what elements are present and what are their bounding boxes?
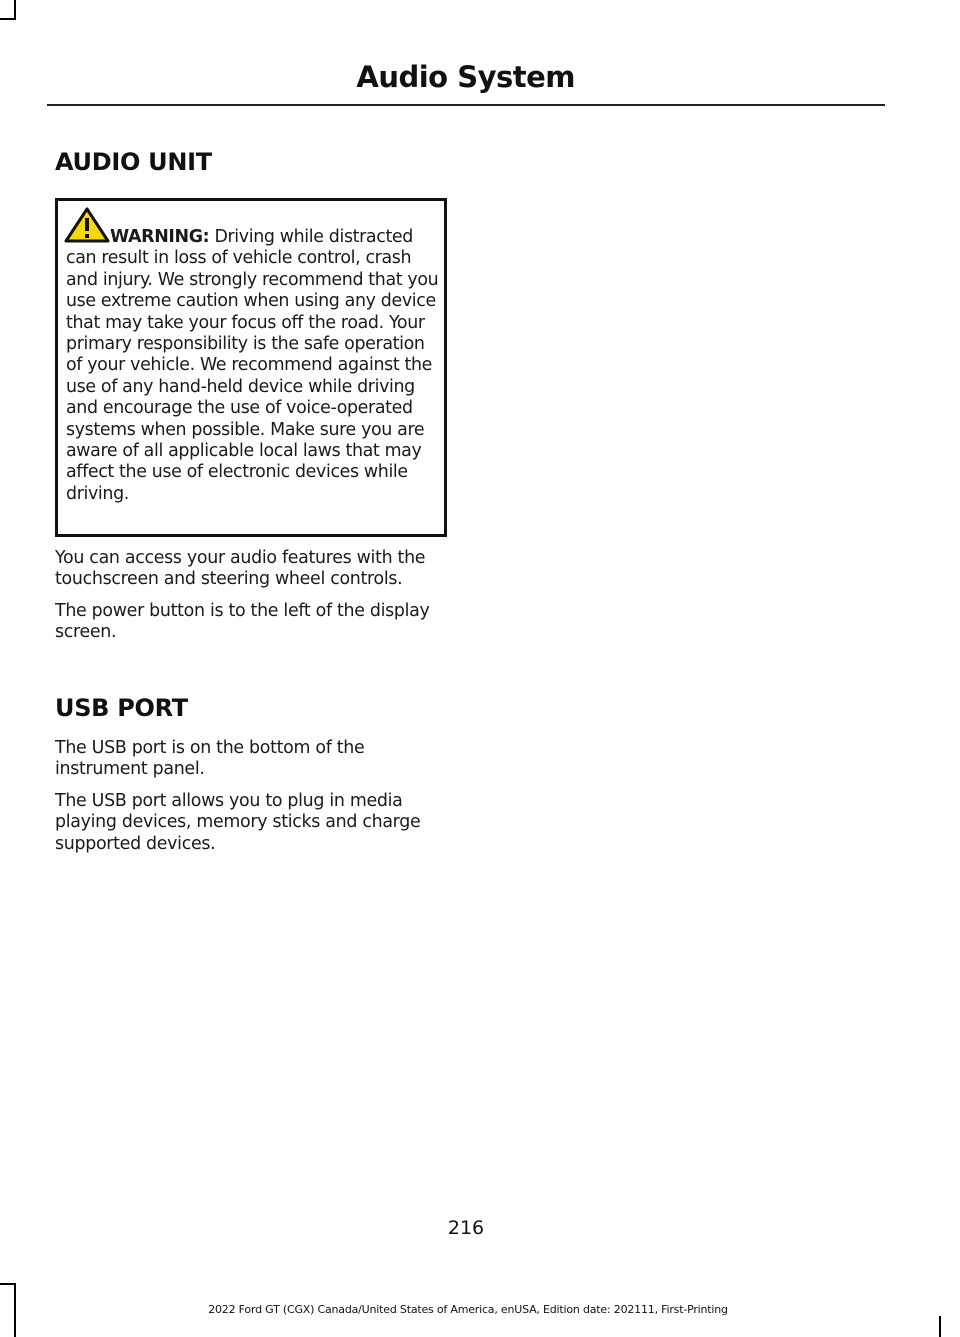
header-rule [47,104,885,106]
page-header-title: Audio System [356,60,575,94]
section-usb-port [55,694,447,855]
section-audio-unit-body [55,548,447,644]
paragraph-usb-location: The USB port is on the bottom of the instrument panel. [55,738,365,780]
paragraph-power-button: The power button is to the left of the display screen. [55,600,430,643]
crop-mark-top-left-h [0,18,16,20]
page-number: 216 [447,1217,485,1239]
crop-mark-top-left-v [14,0,16,20]
section-heading-usb-port: USB PORT [55,694,188,722]
section-audio-unit-heading-wrap [55,148,447,176]
warning-text [66,227,440,505]
paragraph-usb-usage: The USB port allows you to plug in media playing devices, memory sticks and charge supported devices. [55,790,421,854]
footer-edition-info: 2022 Ford GT (CGX) Canada/United States of America, enUSA, Edition date: 202111, First-Printing [208,1303,728,1316]
crop-mark-bottom-left-h [0,1283,16,1285]
paragraph-audio-access: You can access your audio features with the touchscreen and steering wheel controls. [55,548,426,590]
warning-box [55,198,447,537]
warning-body: Driving while distracted can result in loss of vehicle control, crash and injury. We strongly recommend that you use extreme caution when using any device that may take your focus off the road. Your primary responsibility is the safe operation of your vehicle. We recommend against the use of any hand-held device while driving and encourage the use of voice-operated systems when possible. Make sure you are aware of all applicable local laws that may affect the use of electronic devices while driving. [66,227,439,504]
warning-label: WARNING: [110,227,210,247]
crop-mark-bottom-right-v [939,1316,941,1337]
section-heading-audio-unit: AUDIO UNIT [55,148,212,176]
